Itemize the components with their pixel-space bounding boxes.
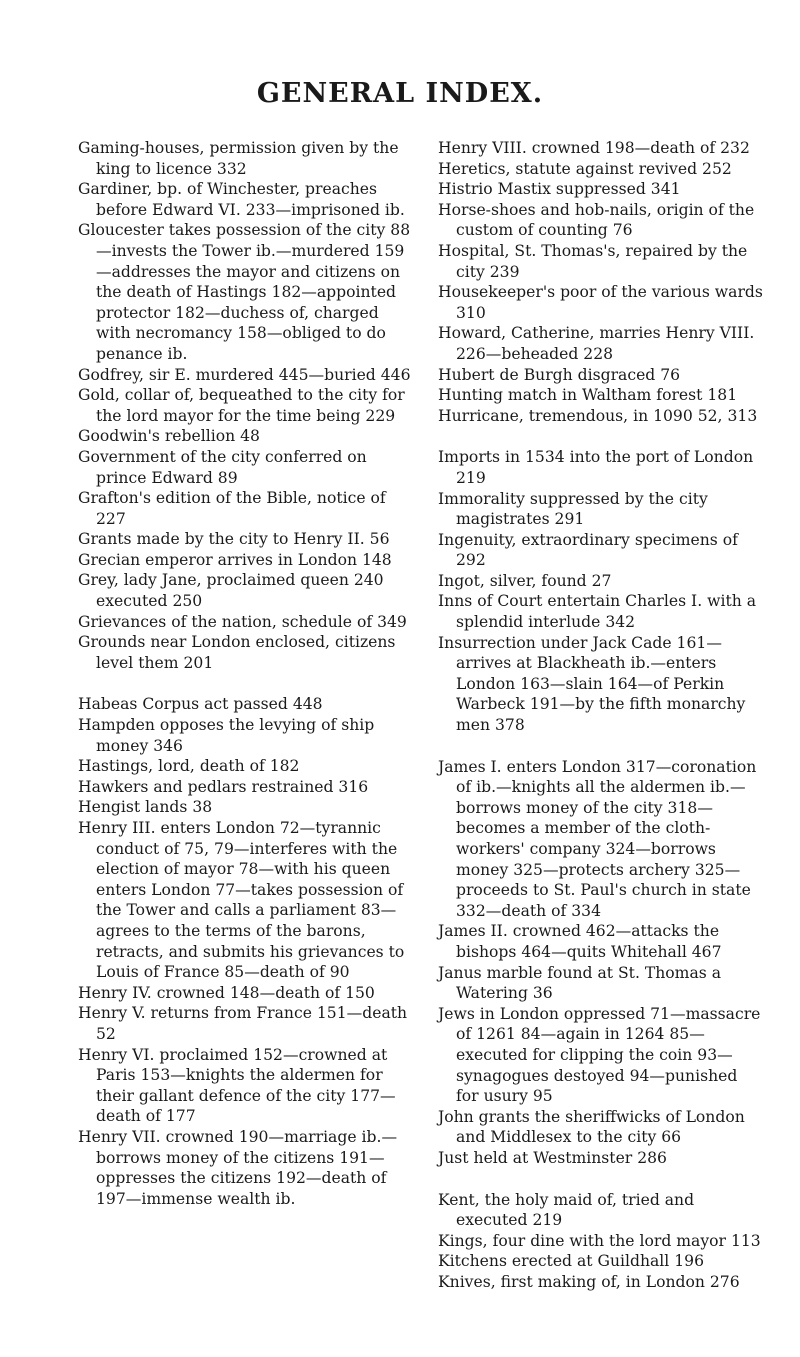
index-entry: Heretics, statute against revived 252 [438,159,732,178]
index-entry: Hunting match in Waltham forest 181 [438,386,738,405]
index-entry: Hospital, St. Thomas's, repaired by the city 239 [438,241,748,281]
index-entry: Henry IV. crowned 148—death of 150 [78,983,375,1002]
index-entry: Henry VI. proclaimed 152—crowned at Paris 153—knights the aldermen for their gallant defence of the city 177—death of 177 [78,1045,396,1126]
index-entry: Howard, Catherine, marries Henry VIII. 226—beheaded 228 [438,324,755,363]
index-entry: Grafton's edition of the Bible, notice of 227 [78,489,386,528]
index-entry: Kings, four dine with the lord mayor 113 [438,1231,761,1250]
index-entry: Histrio Mastix suppressed 341 [438,180,681,199]
index-entry: Ingenuity, extraordinary specimens of 292 [438,530,738,570]
index-entry: Housekeeper's poor of the various wards 310 [438,283,763,322]
index-entry: Gaming-houses, permission given by the king to licence 332 [78,139,399,178]
index-entry: Hastings, lord, death of 182 [78,757,300,776]
index-entry: Just held at Westminster 286 [438,1148,667,1167]
index-entry: Grounds near London enclosed, citizens level them 201 [78,633,396,672]
index-entry: Inns of Court entertain Charles I. with a splendid interlude 342 [438,592,757,632]
index-entry: Hengist lands 38 [78,798,213,817]
index-entry: Imports in 1534 into the port of London 219 [438,448,754,487]
index-entry: Government of the city conferred on prince Edward 89 [78,447,367,487]
index-entry: Goodwin's rebellion 48 [78,427,260,446]
index-entry: Henry VIII. crowned 198—death of 232 [438,139,750,157]
index-entry: Grievances of the nation, schedule of 349 [78,612,407,631]
index-entry: Gloucester takes possession of the city 88—invests the Tower ib.—murdered 159—addresses the mayor and citizens on the death of Hastings 182—appointed protector 182—duchess of, charged with necromancy 158—obliged to do penance ib. [78,221,411,363]
index-entry: Godfrey, sir E. murdered 445—buried 446 [78,365,411,384]
index-entry: Hampden opposes the levying of ship money 346 [78,716,375,755]
index-entry: Henry V. returns from France 151—death 52 [78,1004,408,1043]
index-entry: Horse-shoes and hob-nails, origin of the custom of counting 76 [438,200,755,240]
right-column [438,138,764,1292]
index-entry: Knives, first making of, in London 276 [438,1272,740,1291]
index-entry: Kitchens erected at Guildhall 196 [438,1252,704,1271]
index-entry: Grey, lady Jane, proclaimed queen 240 executed 250 [78,571,384,611]
index-entry: Jews in London oppressed 71—massacre of 1261 84—again in 1264 85—executed for clipping the coin 93—synagogues destoyed 94—punished for usury 95 [438,1004,761,1106]
index-entry: Habeas Corpus act passed 448 [78,695,323,714]
index-entry: Grecian emperor arrives in London 148 [78,550,392,569]
index-entry: John grants the sheriffwicks of London and Middlesex to the city 66 [438,1107,745,1147]
left-column [78,138,416,1209]
index-entry: James I. enters London 317—coronation of ib.—knights all the aldermen ib.—borrows money of the city 318—becomes a member of the cloth-workers' company 324—borrows money 325—protects archery 325—proceeds to St. Paul's church in state 332—death of 334 [438,757,757,920]
index-entry: Gold, collar of, bequeathed to the city for the lord mayor for the time being 229 [78,386,405,425]
index-entry: Janus marble found at St. Thomas a Watering 36 [438,963,722,1003]
index-entry: Immorality suppressed by the city magistrates 291 [438,489,708,529]
index-entry: Hurricane, tremendous, in 1090 52, 313 [438,406,758,425]
index-entry: Ingot, silver, found 27 [438,571,612,590]
index-entry: Hawkers and pedlars restrained 316 [78,777,369,796]
index-entry: Kent, the holy maid of, tried and executed 219 [438,1190,695,1230]
index-entry: Henry VII. crowned 190—marriage ib.—borrows money of the citizens 191—oppresses the citizens 192—death of 197—immense wealth ib. [78,1127,398,1208]
index-entry: Grants made by the city to Henry II. 56 [78,530,390,549]
index-entry: Hubert de Burgh disgraced 76 [438,365,681,384]
page-title: GENERAL INDEX. [256,78,544,109]
index-entry: James II. crowned 462—attacks the bishops 464—quits Whitehall 467 [438,922,722,961]
index-entry: Henry III. enters London 72—tyrannic conduct of 75, 79—interferes with the election of mayor 78—with his queen enters London 77—takes possession of the Tower and calls a parliament 83—agrees to the terms of the barons, retracts, and submits his grievances to Louis of France 85—death of 90 [78,819,405,982]
index-entry: Gardiner, bp. of Winchester, preaches before Edward VI. 233—imprisoned ib. [78,180,405,219]
index-entry: Insurrection under Jack Cade 161—arrives at Blackheath ib.—enters London 163—slain 164—of Perkin Warbeck 191—by the fifth monarchy men 378 [438,633,746,735]
